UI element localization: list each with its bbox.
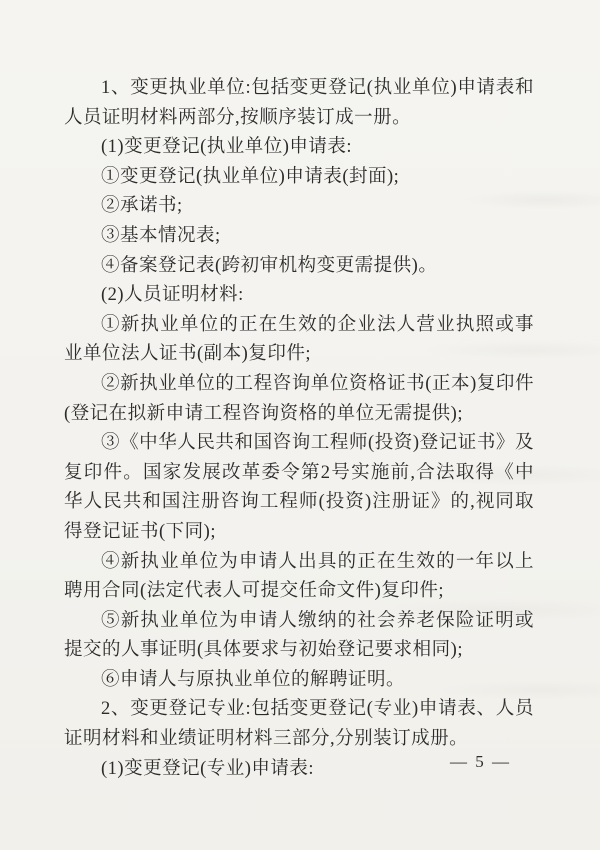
paragraph: ④备案登记表(跨初审机构变更需提供)。 [101, 255, 438, 276]
paragraph: ③基本情况表; [101, 225, 221, 246]
paragraph: ⑥申请人与原执业单位的解聘证明。 [101, 669, 406, 690]
paragraph: 2、变更登记专业:包括变更登记(专业)申请表、人员证明材料和业绩证明材料三部分,分别装订成册。 [64, 699, 534, 750]
paragraph: (2)人员证明材料: [101, 285, 244, 306]
paragraph: ⑤新执业单位为申请人缴纳的社会养老保险证明或提交的人事证明(具体要求与初始登记要求相同); [64, 610, 534, 661]
paragraph: ②承诺书; [101, 196, 183, 217]
paragraph: ①新执业单位的正在生效的企业法人营业执照或事业单位法人证书(副本)复印件; [64, 314, 534, 365]
document-body [64, 74, 534, 784]
paragraph: ③《中华人民共和国咨询工程师(投资)登记证书》及复印件。国家发展改革委令第2号实施前,合法取得《中华人民共和国注册咨询工程师(投资)注册证》的,视同取得登记证书(下同); [64, 433, 534, 542]
paragraph: 1、变更执业单位:包括变更登记(执业单位)申请表和人员证明材料两部分,按顺序装订成一册。 [64, 78, 534, 128]
paragraph: ①变更登记(执业单位)申请表(封面); [101, 166, 400, 187]
paragraph: ②新执业单位的工程咨询单位资格证书(正本)复印件(登记在拟新申请工程咨询资格的单位无需提供); [64, 373, 534, 424]
paragraph: (1)变更登记(专业)申请表: [101, 758, 315, 779]
page-number: — 5 — [450, 752, 511, 771]
paragraph: (1)变更登记(执业单位)申请表: [101, 137, 353, 158]
paragraph: ④新执业单位为申请人出具的正在生效的一年以上聘用合同(法定代表人可提交任命文件)复印件; [64, 551, 534, 602]
